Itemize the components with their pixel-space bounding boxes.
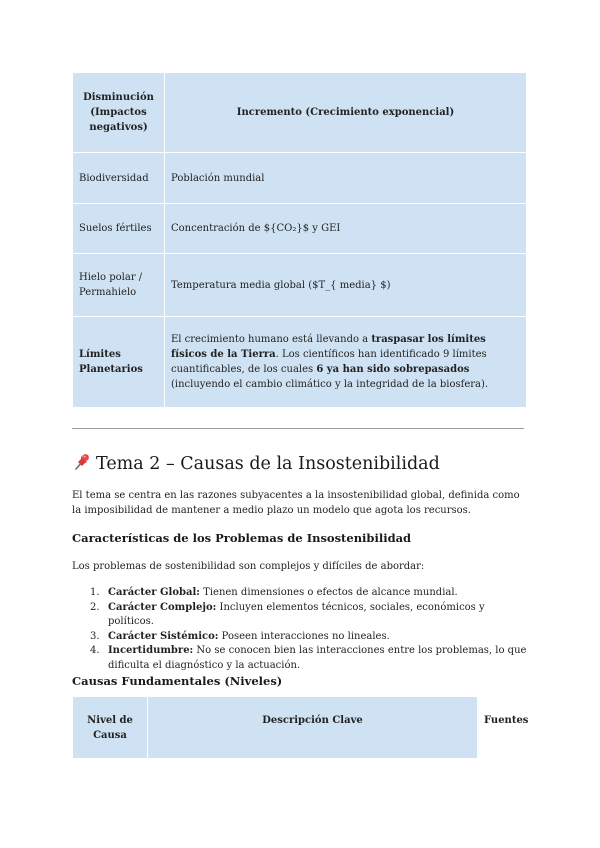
item-term: Carácter Sistémico: xyxy=(108,630,219,642)
section-title-text: Tema 2 – Causas de la Insostenibilidad xyxy=(96,454,440,474)
pushpin-icon xyxy=(72,452,92,472)
characteristics-heading: Características de los Problemas de Insostenibilidad xyxy=(72,531,412,545)
limits-text-2: . Los científicos han identificado 9 límites cuantificables, de los cuales xyxy=(171,349,487,375)
table-row-limits xyxy=(73,317,527,408)
row-left: Biodiversidad xyxy=(73,153,165,204)
header-description: Descripción Clave xyxy=(148,697,478,759)
row-right: Concentración de ${CO₂}$ y GEI xyxy=(165,204,527,254)
header-increase: Incremento (Crecimiento exponencial) xyxy=(165,73,527,153)
causes-table xyxy=(72,696,528,759)
table-row xyxy=(73,153,527,204)
list-item xyxy=(72,630,527,645)
list-item xyxy=(72,586,527,601)
characteristics-intro: Los problemas de sostenibilidad son complejos y difíciles de abordar: xyxy=(72,561,425,572)
section-title xyxy=(72,452,440,474)
item-text: Incluyen elementos técnicos, sociales, económicos y políticos. xyxy=(108,601,485,627)
item-text: No se conocen bien las interacciones entre los problemas, lo que dificulta el diagnóstico y la actuación. xyxy=(108,645,527,671)
item-number: 2. xyxy=(90,601,100,613)
horizontal-rule xyxy=(72,428,524,429)
header-decrease: Disminución (Impactos negativos) xyxy=(73,73,165,153)
table-header-row xyxy=(73,73,527,153)
item-number: 4. xyxy=(90,645,100,656)
item-term: Carácter Complejo: xyxy=(108,601,217,613)
item-number: 1. xyxy=(90,587,100,598)
header-level: Nivel de Causa xyxy=(73,697,148,759)
item-text: Poseen interacciones no lineales. xyxy=(218,630,390,642)
item-number: 3. xyxy=(90,630,100,642)
item-term: Incertidumbre: xyxy=(108,645,194,656)
table-row xyxy=(73,254,527,317)
item-term: Carácter Global: xyxy=(108,587,200,598)
section-intro: El tema se centra en las razones subyacentes a la insostenibilidad global, definida como la imposibilidad de mantener a medio plazo un modelo que agota los recursos. xyxy=(72,490,520,516)
row-left: Hielo polar / Permahielo xyxy=(73,254,165,317)
list-item xyxy=(72,644,527,673)
limits-bold-2: 6 ya han sido sobrepasados xyxy=(316,364,470,375)
limits-text-3: (incluyendo el cambio climático y la integridad de la biosfera). xyxy=(171,379,489,390)
table-header-row xyxy=(73,697,528,759)
item-text: Tienen dimensiones o efectos de alcance mundial. xyxy=(199,587,458,598)
causes-heading: Causas Fundamentales (Niveles) xyxy=(72,674,283,688)
row-right: Población mundial xyxy=(165,153,527,204)
row-right: Temperatura media global ($T_{ media} $) xyxy=(165,254,527,317)
header-sources: Fuentes xyxy=(478,697,528,759)
limits-label: Límites Planetarios xyxy=(73,317,165,408)
row-left: Suelos fértiles xyxy=(73,204,165,254)
impacts-table xyxy=(72,72,527,408)
table-row xyxy=(73,204,527,254)
limits-bold-1: traspasar los límites físicos de la Tierra xyxy=(171,334,486,360)
limits-description xyxy=(165,317,527,408)
limits-text-1: El crecimiento humano está llevando a xyxy=(171,334,372,345)
list-item xyxy=(72,601,527,630)
characteristics-list xyxy=(72,586,527,673)
